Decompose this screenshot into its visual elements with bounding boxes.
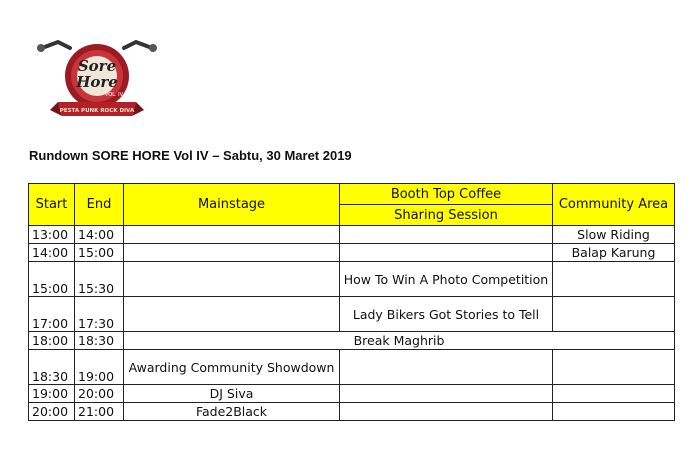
cell-mainstage (124, 244, 340, 262)
cell-sharing (340, 385, 553, 403)
table-row (29, 244, 675, 262)
cell-end: 18:30 (75, 332, 124, 350)
cell-sharing: How To Win A Photo Competition (340, 262, 553, 297)
header-booth: Booth Top Coffee (340, 184, 553, 205)
cell-sharing (340, 244, 553, 262)
header-mainstage: Mainstage (124, 184, 340, 226)
cell-start: 14:00 (29, 244, 75, 262)
header-start: Start (29, 184, 75, 226)
cell-end: 20:00 (75, 385, 124, 403)
cell-mainstage (124, 297, 340, 332)
table-row (29, 350, 675, 385)
cell-community (553, 403, 675, 421)
cell-mainstage (124, 226, 340, 244)
table-row (29, 385, 675, 403)
header-row (29, 184, 675, 205)
rundown-table (28, 183, 675, 421)
cell-sharing (340, 403, 553, 421)
cell-sharing: Lady Bikers Got Stories to Tell (340, 297, 553, 332)
logo-vol: VOL. IV (104, 92, 124, 98)
cell-end: 17:30 (75, 297, 124, 332)
cell-community (553, 350, 675, 385)
table-row (29, 262, 675, 297)
cell-start: 13:00 (29, 226, 75, 244)
event-logo (36, 32, 158, 132)
cell-end: 21:00 (75, 403, 124, 421)
header-sharing: Sharing Session (340, 205, 553, 226)
logo-banner: PESTA PUNK ROCK DIVA (59, 108, 135, 114)
page-title: Rundown SORE HORE Vol IV – Sabtu, 30 Maret 2019 (29, 148, 352, 163)
header-community: Community Area (553, 184, 675, 226)
header-end: End (75, 184, 124, 226)
cell-start: 17:00 (29, 297, 75, 332)
cell-sharing (340, 350, 553, 385)
cell-community (553, 297, 675, 332)
cell-merged: Break Maghrib (124, 332, 675, 350)
cell-start: 20:00 (29, 403, 75, 421)
sore-hore-logo-graphic (36, 32, 158, 132)
table-row (29, 226, 675, 244)
cell-community: Balap Karung (553, 244, 675, 262)
cell-community: Slow Riding (553, 226, 675, 244)
cell-start: 15:00 (29, 262, 75, 297)
cell-end: 14:00 (75, 226, 124, 244)
table-row (29, 403, 675, 421)
cell-start: 19:00 (29, 385, 75, 403)
cell-mainstage: Awarding Community Showdown (124, 350, 340, 385)
cell-end: 15:00 (75, 244, 124, 262)
cell-mainstage: DJ Siva (124, 385, 340, 403)
logo-text-bottom: Hore (76, 73, 118, 91)
cell-community (553, 385, 675, 403)
cell-mainstage: Fade2Black (124, 403, 340, 421)
cell-community (553, 262, 675, 297)
cell-end: 19:00 (75, 350, 124, 385)
cell-sharing (340, 226, 553, 244)
cell-start: 18:00 (29, 332, 75, 350)
logo-text-top: Sore (77, 57, 117, 75)
table-row (29, 332, 675, 350)
cell-end: 15:30 (75, 262, 124, 297)
table-row (29, 297, 675, 332)
cell-start: 18:30 (29, 350, 75, 385)
cell-mainstage (124, 262, 340, 297)
